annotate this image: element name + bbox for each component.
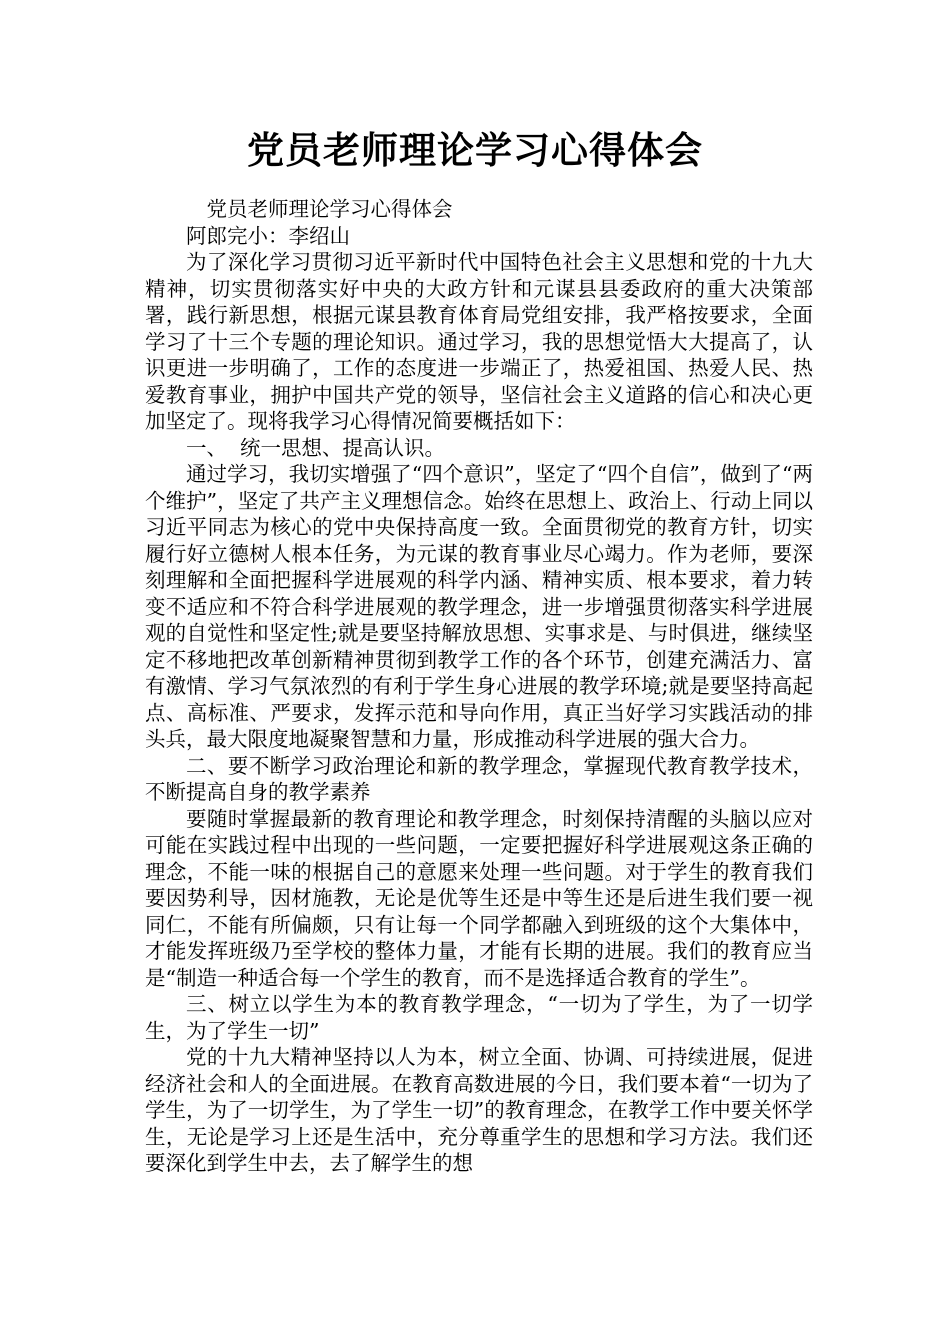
section-heading-2: 二、要不断学习政治理论和新的教学理念，掌握现代教育教学技术，不断提高自身的教学素养: [145, 753, 813, 804]
paragraph-section-3: 党的十九大精神坚持以人为本，树立全面、协调、可持续进展，促进经济社会和人的全面进展。在教育高数进展的今日，我们要本着“一切为了学生，为了一切学生，为了学生一切”的教育理念，在教学工作中要关怀学生，无论是学习上还是生活中，充分尊重学生的思想和学习方法。我们还要深化到学生中去，去了解学生的想: [145, 1045, 813, 1175]
document-subtitle: 党员老师理论学习心得体会: [206, 197, 453, 221]
paragraph-intro: 为了深化学习贯彻习近平新时代中国特色社会主义思想和党的十九大精神，切实贯彻落实好中央的大政方针和元谋县县委政府的重大决策部署，践行新思想，根据元谋县教育体育局党组安排，我严格按要求，全面学习了十三个专题的理论知识。通过学习，我的思想觉悟大大提高了，认识更进一步明确了，工作的态度进一步端正了，热爱祖国、热爱人民、热爱教育事业，拥护中国共产党的领导，坚信社会主义道路的信心和决心更加坚定了。现将我学习心得情况简要概括如下：: [145, 250, 813, 433]
document-title: 党员老师理论学习心得体会: [247, 129, 703, 172]
paragraph-section-2: 要随时掌握最新的教育理论和教学理念，时刻保持清醒的头脑以应对可能在实践过程中出现的一些问题，一定要把握好科学进展观这条正确的理念，不能一味的根据自己的意愿来处理一些问题。对于学生的教育我们要因势利导，因材施教，无论是优等生还是中等生还是后进生我们要一视同仁，不能有所偏颇，只有让每一个同学都融入到班级的这个大集体中，才能发挥班级乃至学校的整体力量，才能有长期的进展。我们的教育应当是“制造一种适合每一个学生的教育，而不是选择适合教育的学生”。: [145, 806, 813, 990]
section-heading-1: 一、 统一思想、提高认识。: [186, 435, 446, 460]
section-heading-3: 三、树立以学生为本的教育教学理念，“一切为了学生，为了一切学生，为了学生一切”: [145, 992, 813, 1043]
document-author: 阿郎完小：李绍山: [186, 223, 350, 248]
paragraph-section-1: 通过学习，我切实增强了“四个意识”，坚定了“四个自信”，做到了“两个维护”，坚定了共产主义理想信念。始终在思想上、政治上、行动上同以习近平同志为核心的党中央保持高度一致。全面贯彻党的教育方针，切实履行好立德树人根本任务，为元谋的教育事业尽心竭力。作为老师，要深刻理解和全面把握科学进展观的科学内涵、精神实质、根本要求，着力转变不适应和不符合科学进展观的教学理念，进一步增强贯彻落实科学进展观的自觉性和坚定性;就是要坚持解放思想、实事求是、与时俱进，继续坚定不移地把改革创新精神贯彻到教学工作的各个环节，创建充满活力、富有激情、学习气氛浓烈的有利于学生身心进展的教学环境;就是要坚持高起点、高标准、严要求，发挥示范和导向作用，真正当好学习实践活动的排头兵，最大限度地凝聚智慧和力量，形成推动科学进展的强大合力。: [145, 462, 813, 751]
document-body: [145, 196, 813, 1177]
